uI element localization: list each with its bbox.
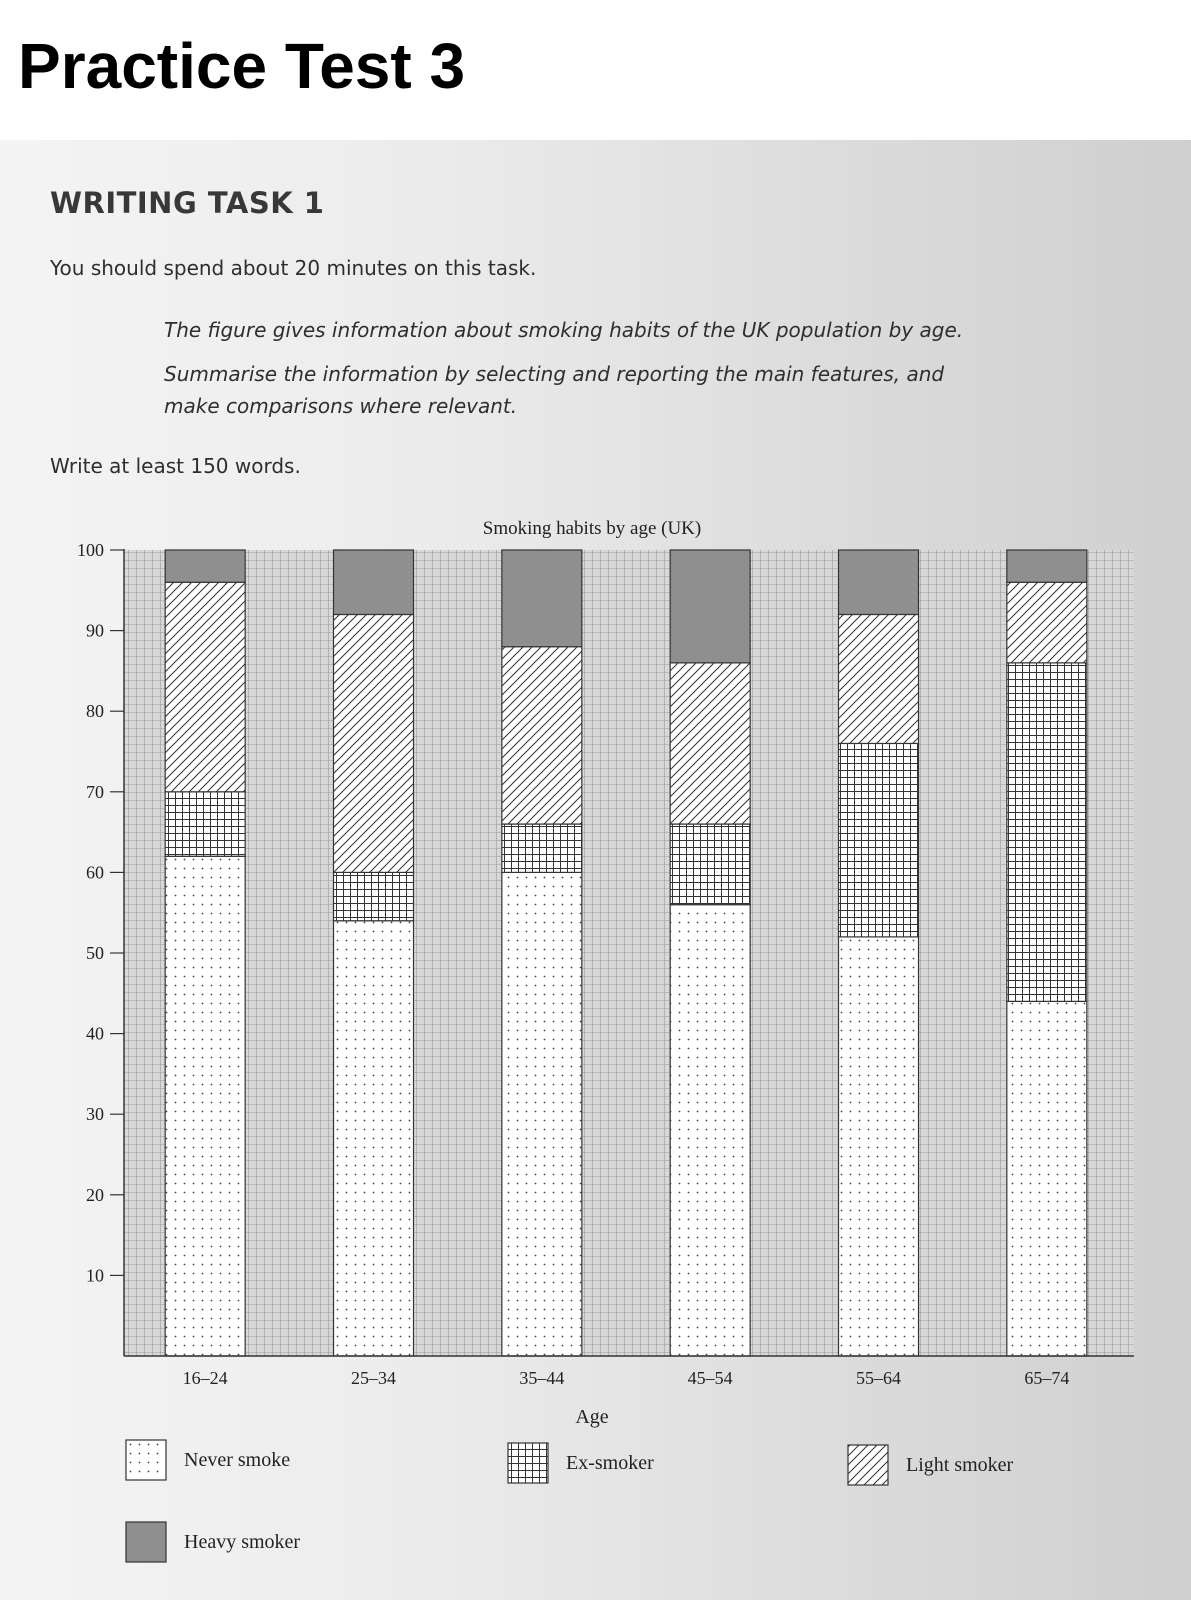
plot-gridlines (124, 550, 1134, 1356)
bar-segment (670, 550, 750, 663)
x-tick-label: 55–64 (856, 1368, 901, 1388)
legend-swatch (126, 1522, 166, 1562)
bar-segment (334, 921, 414, 1356)
y-tick-label: 60 (86, 862, 104, 883)
y-tick-label: 40 (86, 1023, 104, 1044)
legend (126, 1440, 1014, 1562)
bar-segment (334, 550, 414, 614)
page-title: Practice Test 3 (18, 30, 466, 102)
y-tick-label: 20 (86, 1184, 104, 1205)
bar-segment (839, 614, 919, 743)
y-tick-label: 30 (86, 1104, 104, 1125)
x-tick-label: 65–74 (1024, 1368, 1070, 1388)
y-tick-label: 90 (86, 620, 104, 641)
bar-segment (502, 550, 582, 647)
x-axis-label: Age (575, 1406, 609, 1428)
bar-segment (839, 550, 919, 614)
bar-segment (1007, 550, 1087, 582)
y-tick-label: 70 (86, 781, 104, 802)
legend-label: Never smoke (184, 1449, 291, 1471)
bar-segment (670, 905, 750, 1356)
bar-segment (1007, 582, 1087, 663)
chart-title: Smoking habits by age (UK) (482, 518, 702, 539)
word-instruction: Write at least 150 words. (50, 454, 301, 478)
legend-swatch (508, 1443, 548, 1483)
legend-swatch (126, 1440, 166, 1480)
y-tick-label: 10 (86, 1265, 104, 1286)
y-tick-label: 50 (86, 943, 104, 963)
bar-segment (165, 550, 245, 582)
prompt-line-2b: make comparisons where relevant. (164, 394, 518, 418)
bar-segment (334, 872, 414, 920)
bar-segment (839, 743, 919, 936)
prompt-line-2a: Summarise the information by selecting and reporting the main features, and (164, 362, 945, 386)
bar-segment (502, 824, 582, 872)
x-tick-label: 45–54 (687, 1368, 733, 1388)
task-heading: WRITING TASK 1 (50, 186, 325, 220)
bar-segment (502, 647, 582, 824)
prompt-line-1: The figure gives information about smoking habits of the UK population by age. (164, 318, 964, 342)
legend-label: Ex-smoker (566, 1452, 654, 1474)
legend-swatch (848, 1445, 888, 1485)
bar-segment (502, 872, 582, 1356)
time-instruction: You should spend about 20 minutes on this task. (50, 256, 537, 280)
y-tick-label: 80 (86, 701, 104, 722)
x-tick-label: 16–24 (182, 1368, 228, 1388)
y-tick-label: 100 (77, 540, 104, 560)
bar-segment (165, 792, 245, 856)
bar-segment (165, 856, 245, 1356)
bar-segment (670, 663, 750, 824)
legend-label: Light smoker (906, 1454, 1014, 1476)
bar-segment (334, 614, 414, 872)
bar-segment (1007, 1001, 1087, 1356)
legend-label: Heavy smoker (184, 1531, 301, 1553)
x-tick-labels (183, 1368, 1070, 1388)
x-tick-label: 35–44 (519, 1368, 565, 1388)
bar-segment (1007, 663, 1087, 1002)
y-axis (77, 540, 124, 1285)
bar-segment (165, 582, 245, 792)
x-tick-label: 25–34 (351, 1368, 396, 1388)
bar-segment (670, 824, 750, 905)
bar-segment (839, 937, 919, 1356)
